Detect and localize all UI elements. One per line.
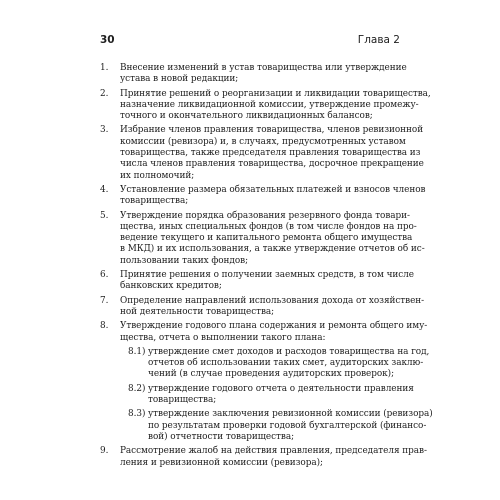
- item-number: 7.: [100, 295, 109, 306]
- item-text-line: в МКД) и их использования, а также утверждение отчетов об ис-: [120, 244, 425, 255]
- item-number: 5.: [100, 210, 109, 221]
- item-number: 9.: [100, 446, 109, 457]
- item-text-line: банковских кредитов;: [120, 281, 222, 292]
- sub-item-number: 8.3): [128, 409, 146, 420]
- item-text-line: ления и ревизионной комиссии (ревизора);: [120, 457, 323, 468]
- sub-item-text-line: по результатам проверки годовой бухгалтерской (финансо-: [148, 420, 427, 431]
- sub-item-text-line: утверждение заключения ревизионной комиссии (ревизора): [148, 409, 433, 420]
- item-text-line: числа членов правления товарищества, досрочное прекращение: [120, 159, 424, 170]
- sub-item-text-line: вой) отчетности товарищества;: [148, 431, 295, 442]
- page-number: 30: [100, 34, 115, 46]
- item-text-line: назначение ликвидационной комиссии, утверждение промежу-: [120, 99, 419, 110]
- list-item: [100, 125, 424, 181]
- sub-list-item: [100, 346, 430, 381]
- item-text-line: щества, отчета о выполнении такого плана:: [120, 332, 326, 343]
- item-text-line: Утверждение порядка образования резервного фонда товари-: [120, 210, 410, 221]
- item-text-line: Принятие решений о реорганизации и ликвидации товарищества,: [120, 88, 431, 99]
- item-text-line: пользовании таких фондов;: [120, 255, 249, 266]
- list-item: [100, 321, 428, 344]
- item-text-line: Определение направлений использования дохода от хозяйствен-: [120, 295, 425, 306]
- item-text-line: Принятие решения о получении заемных средств, в том числе: [120, 270, 414, 281]
- sub-item-text-line: чений (в случае проведения аудиторских проверок);: [148, 369, 395, 380]
- sub-item-text-line: отчетов об использовании таких смет, аудиторских заклю-: [148, 358, 424, 369]
- item-text-line: щества, иных специальных фондов (в том числе фондов на про-: [120, 221, 417, 232]
- item-text-line: комиссии (ревизора) и, в случаях, предусмотренных уставом: [120, 136, 406, 147]
- sub-item-text-line: товарищества;: [148, 395, 217, 406]
- item-text-line: товарищества;: [120, 196, 189, 207]
- sub-list-item: [100, 383, 414, 407]
- sub-item-number: 8.1): [128, 346, 146, 357]
- list-item: [100, 88, 431, 123]
- page-header: [100, 34, 400, 50]
- list-item: [100, 446, 427, 469]
- item-number: 2.: [100, 88, 109, 99]
- list-item: [100, 184, 426, 208]
- list-item: [100, 295, 425, 319]
- item-number: 4.: [100, 184, 109, 195]
- list-item: [100, 63, 407, 86]
- sub-item-number: 8.2): [128, 383, 146, 394]
- item-text-line: ной деятельности товарищества;: [120, 306, 275, 317]
- list-item: [100, 270, 414, 293]
- item-text-line: Установление размера обязательных платежей и взносов членов: [120, 184, 426, 195]
- item-text-line: Внесение изменений в устав товарищества или утверждение: [120, 63, 407, 73]
- item-text-line: Избрание членов правления товарищества, членов ревизионной: [120, 125, 424, 136]
- sub-item-text-line: утверждение годового отчета о деятельности правления: [148, 383, 414, 394]
- item-text-line: ведение текущего и капитального ремонта общего имущества: [120, 233, 413, 244]
- numbered-list: [100, 63, 433, 472]
- item-text-line: Рассмотрение жалоб на действия правления, председателя прав-: [120, 446, 427, 457]
- sub-list-item: [100, 409, 433, 443]
- list-item: [100, 210, 425, 267]
- item-number: 1.: [100, 63, 109, 73]
- item-text-line: Утверждение годового плана содержания и ремонта общего иму-: [120, 321, 428, 332]
- chapter-title: Глава 2: [357, 34, 400, 46]
- item-text-line: устава в новой редакции;: [120, 74, 239, 85]
- item-number: 3.: [100, 125, 109, 136]
- item-text-line: их полномочий;: [120, 170, 195, 181]
- item-number: 8.: [100, 321, 109, 332]
- item-number: 6.: [100, 270, 109, 281]
- item-text-line: товарищества, также председателя правления товарищества из: [120, 148, 421, 159]
- sub-item-text-line: утверждение смет доходов и расходов товарищества на год,: [148, 346, 430, 357]
- item-text-line: точного и окончательного ликвидационных балансов;: [120, 111, 373, 122]
